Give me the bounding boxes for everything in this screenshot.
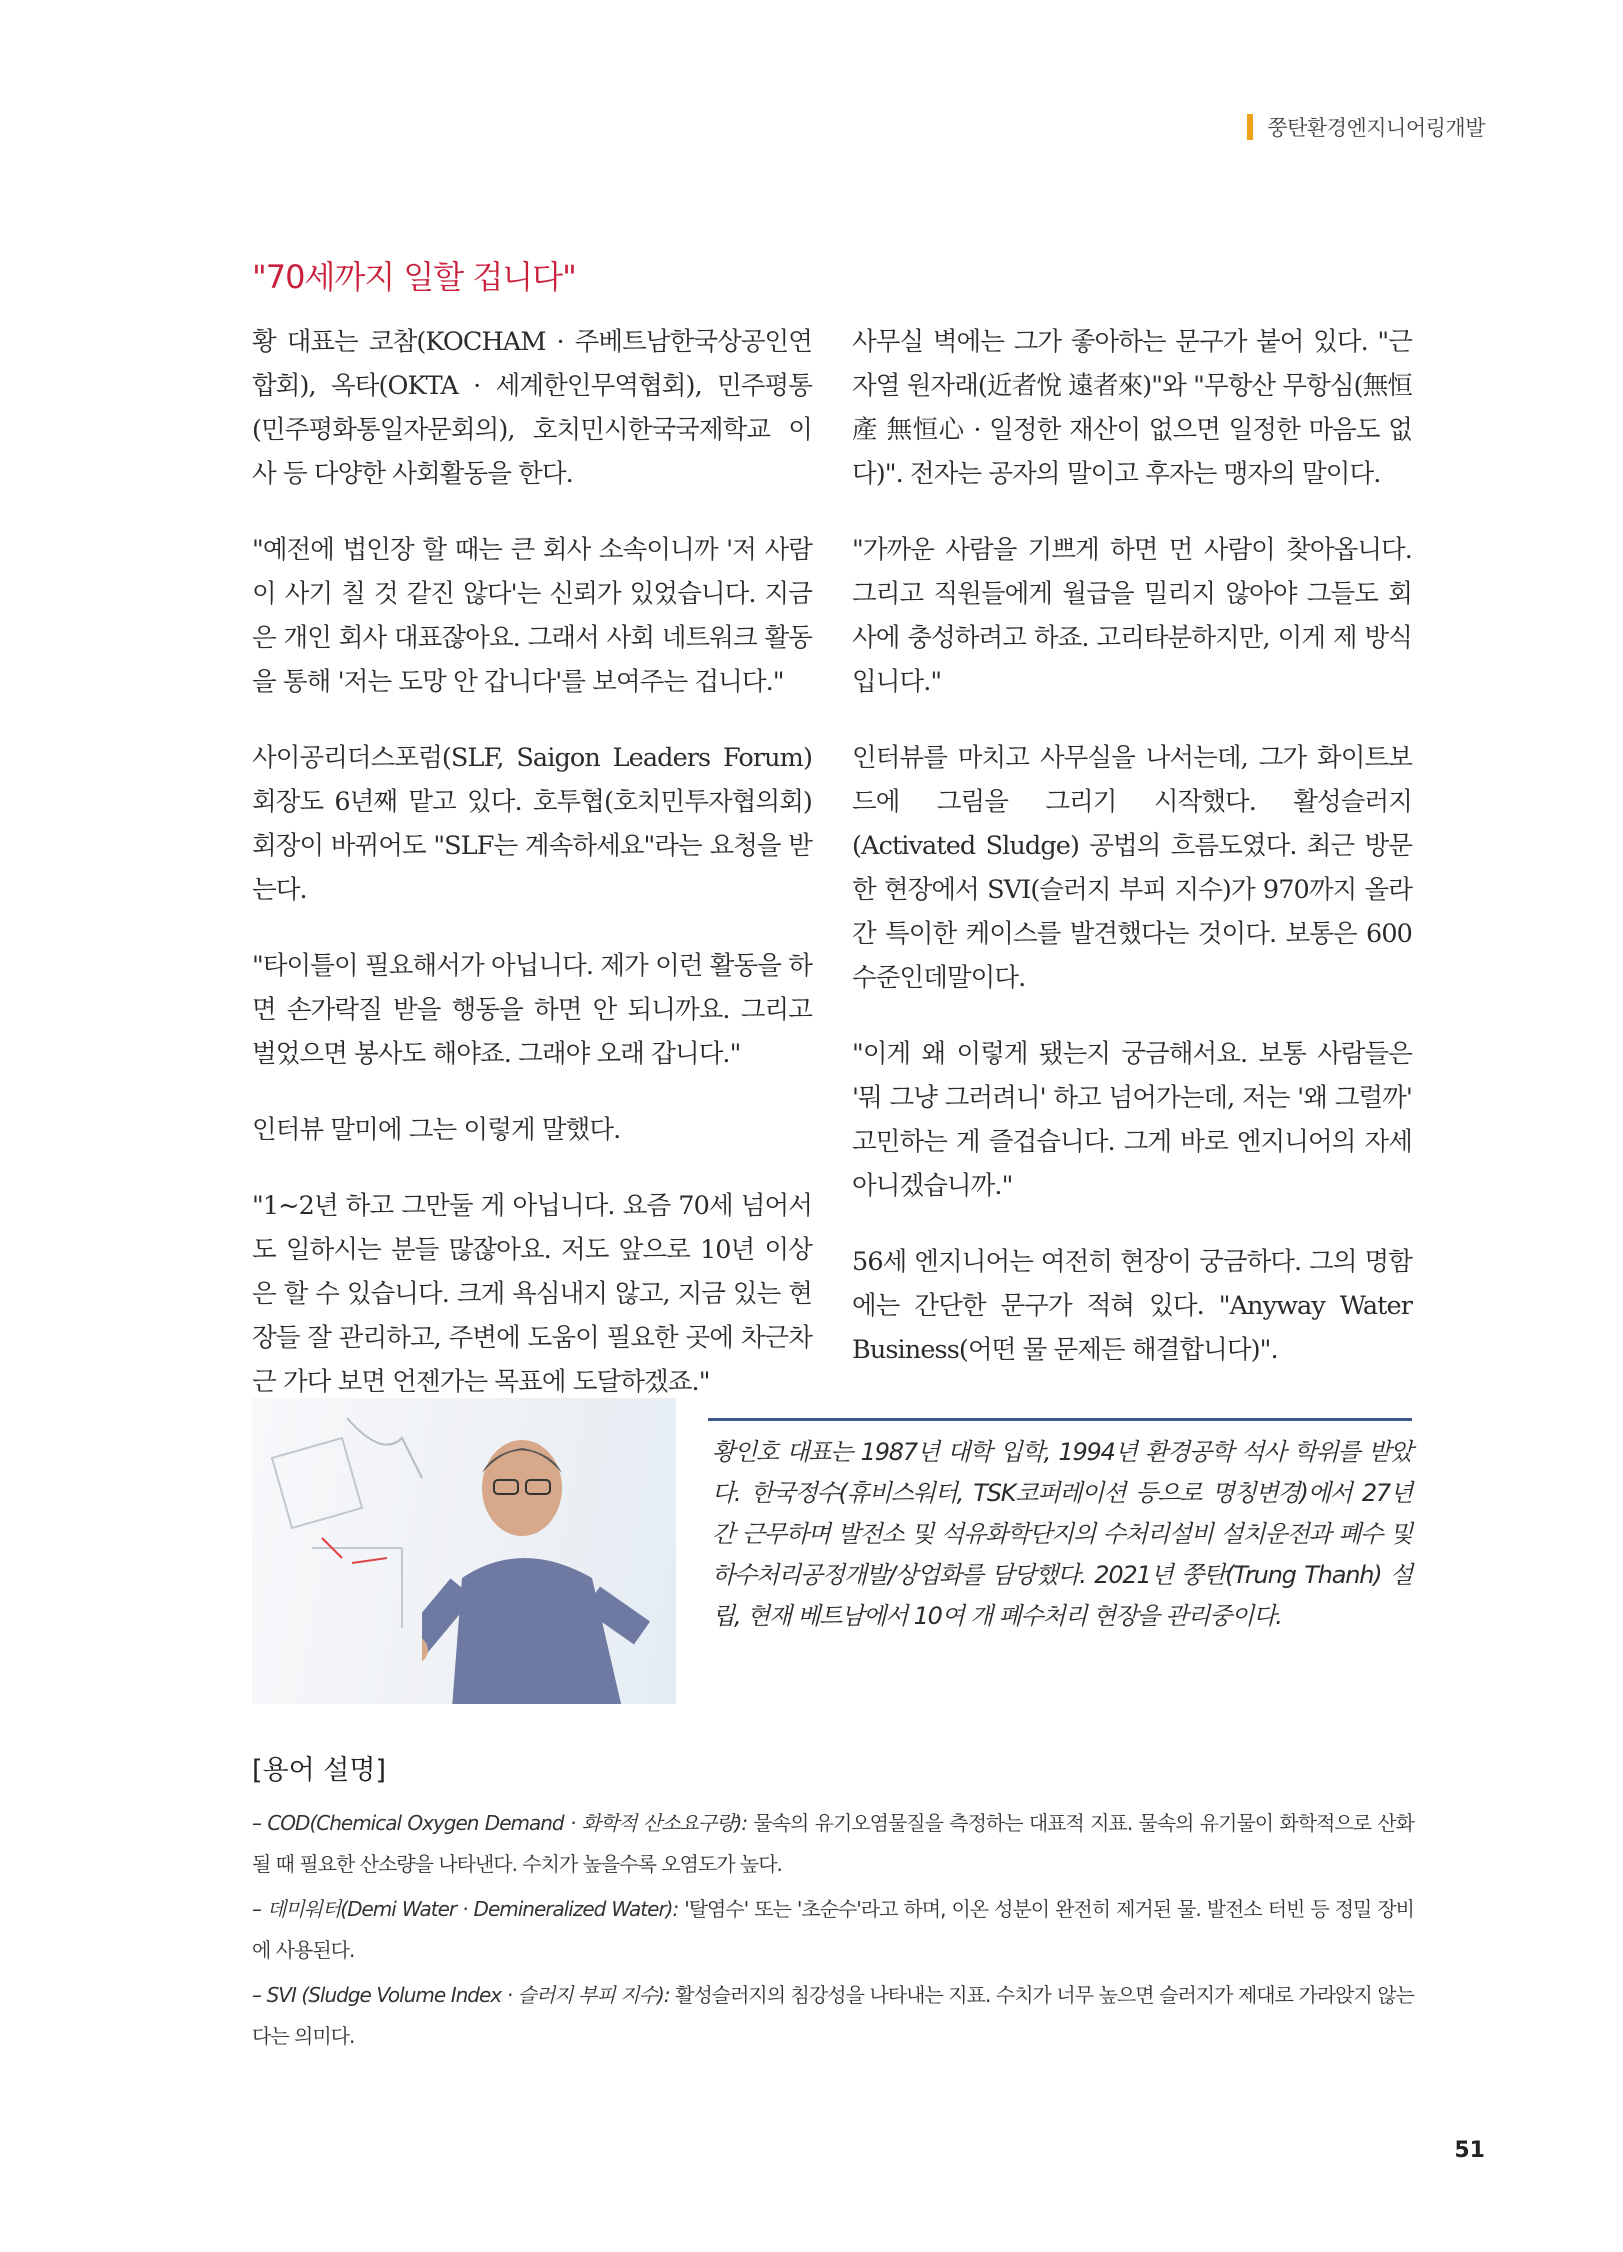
paragraph: 인터뷰 말미에 그는 이렇게 말했다.: [252, 1115, 621, 1145]
paragraph: 사무실 벽에는 그가 좋아하는 문구가 붙어 있다. "근자열 원자래(近者悅 遠者來)"와 "무항산 무항심(無恒產 無恒心 · 일정한 재산이 없으면 일정한 마음도 없다)". 전자는 공자의 말이고 후자는 맹자의 말이다.: [852, 327, 1412, 489]
paragraph: 황 대표는 코참(KOCHAM · 주베트남한국상공인연합회), 옥타(OKTA · 세계한인무역협회), 민주평통(민주평화통일자문회의), 호치민시한국국제학교 이사 등 다양한 사회활동을 한다.: [252, 327, 812, 489]
paragraph: 인터뷰를 마치고 사무실을 나서는데, 그가 화이트보드에 그림을 그리기 시작했다. 활성슬러지(Activated Sludge) 공법의 흐름도였다. 최근 방문한 현장에서 SVI(슬러지 부피 지수)가 970까지 올라간 특이한 케이스를 발견했다는 것이다. 보통은 600 수준인데말이다.: [852, 743, 1412, 993]
company-name: 쭝탄환경엔지니어링개발: [1267, 116, 1485, 140]
glossary-title: [용어 설명]: [252, 1755, 386, 1786]
glossary-term: – SVI (Sludge Volume Index · 슬러지 부피 지수):: [252, 1983, 670, 2007]
photo-caption: 황인호 대표는 1987년 대학 입학, 1994년 환경공학 석사 학위를 받았다. 한국정수(휴비스워터, TSK코퍼레이션 등으로 명칭변경)에서 27년간 근무하며 발전소 및 석유화학단지의 수처리설비 설치운전과 폐수 및 하수처리공정개발/상업화를 담당했다. 2021년 쭝탄(Trung Thanh) 설립, 현재 베트남에서 10여 개 폐수처리 현장을 관리중이다.: [712, 1438, 1412, 1630]
glossary-definition: 활성슬러지의 침강성을 나타내는 지표. 수치가 너무 높으면 슬러지가 제대로 가라앉지 않는다는 의미다.: [252, 1983, 1414, 2048]
paragraph: "타이틀이 필요해서가 아닙니다. 제가 이런 활동을 하면 손가락질 받을 행동을 하면 안 되니까요. 그리고 벌었으면 봉사도 해야죠. 그래야 오래 갑니다.": [252, 951, 812, 1069]
glossary-item: [252, 1975, 1414, 2057]
glossary-item: [252, 1889, 1414, 1971]
portrait-photo: [252, 1398, 676, 1704]
section-title: "70세까지 일할 겁니다": [252, 258, 576, 296]
paragraph: "이게 왜 이렇게 됐는지 궁금해서요. 보통 사람들은 '뭐 그냥 그러려니' 하고 넘어가는데, 저는 '왜 그럴까' 고민하는 게 즐겁습니다. 그게 바로 엔지니어의 자세 아니겠습니까.": [852, 1039, 1412, 1201]
glossary-term: – COD(Chemical Oxygen Demand · 화학적 산소요구량):: [252, 1811, 748, 1835]
glossary-term: – 데미워터(Demi Water · Demineralized Water):: [252, 1897, 679, 1921]
paragraph: "예전에 법인장 할 때는 큰 회사 소속이니까 '저 사람이 사기 칠 것 같진 않다'는 신뢰가 있었습니다. 지금은 개인 회사 대표잖아요. 그래서 사회 네트워크 활동을 통해 '저는 도망 안 갑니다'를 보여주는 겁니다.": [252, 535, 812, 697]
caption-divider: [708, 1418, 1412, 1421]
running-header: [1247, 112, 1485, 142]
glossary-item: [252, 1803, 1414, 1885]
glossary-box: [252, 1748, 1414, 2061]
paragraph: 56세 엔지니어는 여전히 현장이 궁금하다. 그의 명함에는 간단한 문구가 적혀 있다. "Anyway Water Business(어떤 물 문제든 해결합니다)".: [852, 1247, 1412, 1365]
left-column: [252, 320, 812, 1436]
glossary-definition: 물속의 유기오염물질을 측정하는 대표적 지표. 물속의 유기물이 화학적으로 산화될 때 필요한 산소량을 나타낸다. 수치가 높을수록 오염도가 높다.: [252, 1811, 1414, 1876]
person-figure: [422, 1418, 652, 1704]
right-column: [852, 320, 1412, 1404]
page-number: 51: [1454, 2138, 1485, 2163]
glossary-definition: '탈염수' 또는 '초순수'라고 하며, 이온 성분이 완전히 제거된 물. 발전소 터빈 등 정밀 장비에 사용된다.: [252, 1897, 1414, 1962]
paragraph: 사이공리더스포럼(SLF, Saigon Leaders Forum) 회장도 6년째 맡고 있다. 호투협(호치민투자협의회) 회장이 바뀌어도 "SLF는 계속하세요"라는 요청을 받는다.: [252, 743, 812, 905]
header-accent-bar: [1247, 114, 1253, 140]
paragraph: "가까운 사람을 기쁘게 하면 먼 사람이 찾아옵니다. 그리고 직원들에게 월급을 밀리지 않아야 그들도 회사에 충성하려고 하죠. 고리타분하지만, 이게 제 방식입니다.": [852, 535, 1412, 697]
paragraph: "1~2년 하고 그만둘 게 아닙니다. 요즘 70세 넘어서도 일하시는 분들 많잖아요. 저도 앞으로 10년 이상은 할 수 있습니다. 크게 욕심내지 않고, 지금 있는 현장들 잘 관리하고, 주변에 도움이 필요한 곳에 차근차근 가다 보면 언젠가는 목표에 도달하겠죠.": [252, 1191, 812, 1397]
